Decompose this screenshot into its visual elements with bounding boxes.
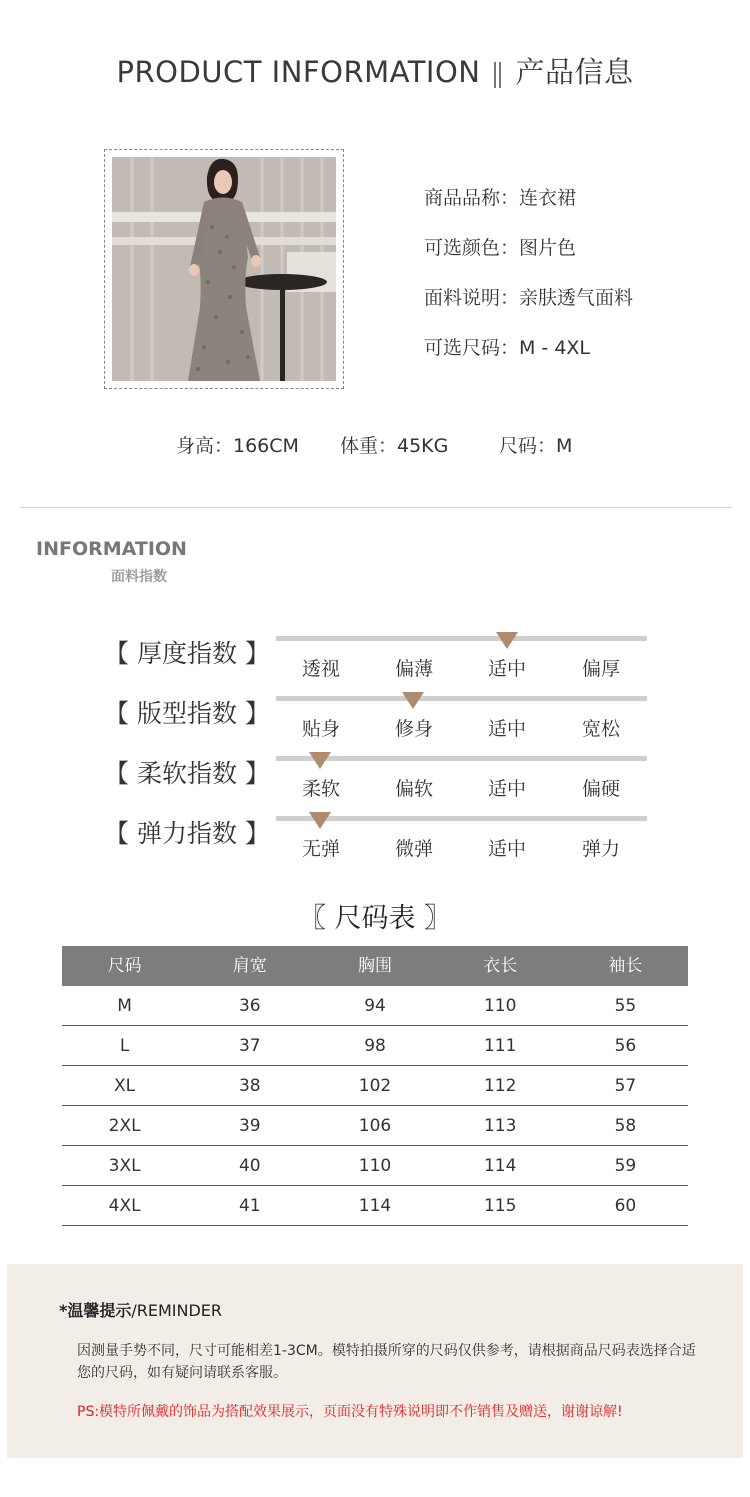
- table-cell: L: [119, 1036, 130, 1056]
- product-photo: [112, 157, 336, 381]
- index-label: 【 弹力指数 】: [104, 819, 270, 848]
- index-option: 透视: [302, 658, 341, 680]
- table-row: [62, 1066, 688, 1106]
- table-cell: 111: [483, 1036, 517, 1056]
- info-title-cn: 面料指数: [111, 569, 167, 585]
- table-header-cell: 肩宽: [232, 956, 267, 976]
- table-cell: 110: [483, 996, 517, 1016]
- reminder-title: [59, 1298, 222, 1321]
- table-cell: 58: [614, 1116, 637, 1136]
- model-weight: 体重：45KG: [340, 435, 449, 457]
- title-en: PRODUCT INFORMATION: [116, 55, 481, 89]
- index-option: 贴身: [302, 718, 341, 740]
- index-marker: [309, 812, 331, 829]
- spec-fabric: 面料说明：亲肤透气面料: [424, 287, 634, 309]
- section-divider: [20, 507, 732, 508]
- table-cell: 102: [358, 1076, 392, 1096]
- table-cell: 36: [238, 996, 261, 1016]
- table-cell: 115: [483, 1196, 517, 1216]
- table-cell: 55: [614, 996, 637, 1016]
- index-option: 无弹: [302, 838, 341, 860]
- table-cell: 60: [614, 1196, 637, 1216]
- table-cell: 114: [483, 1156, 517, 1176]
- reminder-ps: PS:模特所佩戴的饰品为搭配效果展示，页面没有特殊说明即不作销售及赠送，谢谢谅解!: [77, 1404, 623, 1420]
- index-option: 柔软: [302, 778, 341, 800]
- index-option: 微弹: [395, 838, 434, 860]
- table-row: [62, 1106, 688, 1146]
- index-option: 适中: [488, 778, 527, 800]
- table-header-cell: 尺码: [107, 956, 142, 976]
- table-row: [62, 1026, 688, 1066]
- table-cell: 37: [238, 1036, 261, 1056]
- index-track: [276, 696, 647, 701]
- spec-color: 可选颜色：图片色: [424, 237, 577, 259]
- index-option: 修身: [395, 718, 434, 740]
- table-cell: 2XL: [108, 1116, 141, 1136]
- model-size: 尺码：M: [499, 435, 573, 457]
- table-cell: 113: [483, 1116, 517, 1136]
- table-cell: 94: [364, 996, 386, 1016]
- index-option: 适中: [488, 658, 527, 680]
- reminder-title-rest: /REMINDER: [131, 1301, 223, 1320]
- index-option: 适中: [488, 718, 527, 740]
- size-chart-title: 〖 尺码表 〗: [298, 903, 452, 934]
- model-dress-illustration: [112, 157, 336, 381]
- index-option: 宽松: [582, 718, 621, 740]
- table-cell: 41: [238, 1196, 261, 1216]
- index-option: 偏硬: [582, 778, 621, 800]
- size-chart-header: [62, 946, 688, 986]
- info-title-en: INFORMATION: [36, 538, 187, 560]
- table-cell: 40: [238, 1156, 261, 1176]
- spec-name: 商品品称：连衣裙: [424, 187, 577, 209]
- index-label: 【 柔软指数 】: [104, 759, 270, 788]
- index-track: [276, 816, 647, 821]
- table-cell: 59: [614, 1156, 637, 1176]
- table-cell: 106: [358, 1116, 392, 1136]
- table-cell: 39: [238, 1116, 261, 1136]
- table-header-cell: 袖长: [608, 956, 643, 976]
- spec-sizes: 可选尺码：M - 4XL: [424, 337, 591, 359]
- table-cell: 38: [238, 1076, 261, 1096]
- index-option: 适中: [488, 838, 527, 860]
- index-label: 【 厚度指数 】: [104, 639, 270, 668]
- index-track: [276, 636, 647, 641]
- table-cell: 112: [483, 1076, 517, 1096]
- size-chart-table: [62, 946, 688, 1226]
- product-photo-frame: [104, 149, 344, 389]
- size-chart-body: [62, 986, 688, 1226]
- table-cell: 110: [358, 1156, 392, 1176]
- index-option: 偏厚: [582, 658, 621, 680]
- table-cell: XL: [114, 1076, 136, 1096]
- index-track: [276, 756, 647, 761]
- table-header-cell: 胸围: [358, 956, 392, 976]
- title-separator: [494, 62, 501, 88]
- page-title: [0, 50, 750, 91]
- table-row: [62, 1146, 688, 1186]
- table-header-cell: 衣长: [483, 956, 518, 976]
- table-cell: 56: [614, 1036, 637, 1056]
- index-option: 弹力: [582, 838, 621, 860]
- table-row: [62, 986, 688, 1026]
- index-marker: [309, 752, 331, 769]
- table-cell: 114: [358, 1196, 392, 1216]
- index-option: 偏软: [395, 778, 434, 800]
- reminder-box: [7, 1264, 743, 1458]
- index-label: 【 版型指数 】: [104, 699, 270, 728]
- model-height: 身高：166CM: [176, 435, 299, 457]
- table-cell: 4XL: [108, 1196, 141, 1216]
- table-cell: 98: [364, 1036, 386, 1056]
- reminder-body: 因测量手势不同，尺寸可能相差1-3CM。模特拍摄所穿的尺码仅供参考，请根据商品尺码表选择合适您的尺码，如有疑问请联系客服。: [77, 1343, 696, 1381]
- table-cell: M: [117, 996, 132, 1016]
- reminder-title-bold: *温馨提示: [59, 1301, 132, 1320]
- table-cell: 3XL: [108, 1156, 141, 1176]
- table-cell: 57: [614, 1076, 637, 1096]
- index-marker: [496, 632, 518, 649]
- index-option: 偏薄: [395, 658, 434, 680]
- index-marker: [402, 692, 424, 709]
- table-row: [62, 1186, 688, 1226]
- title-cn: 产品信息: [515, 55, 634, 89]
